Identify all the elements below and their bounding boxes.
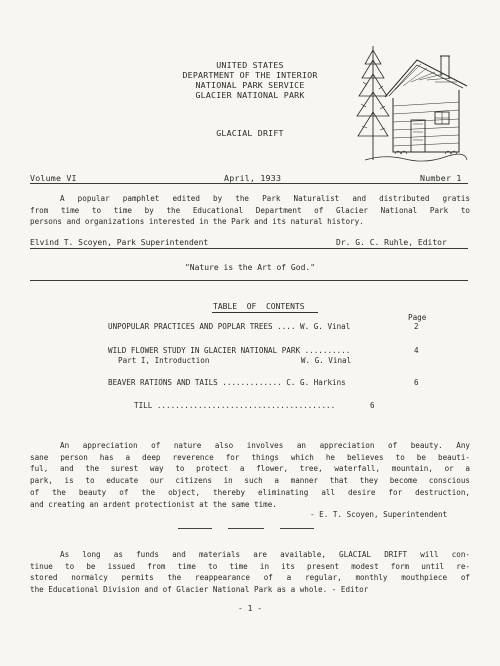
issue-number: Number 1 xyxy=(420,173,462,183)
header-rule xyxy=(30,183,468,184)
intro-line: A popular pamphlet edited by the Park Naturalist and distributed gratis xyxy=(60,194,470,203)
notice-line: stored normalcy permits the reappearance of a regular, monthly mouthpiece of xyxy=(30,573,470,583)
superintendent-credit: Elvind T. Scoyen, Park Superintendent xyxy=(30,238,209,247)
editor-credit: Dr. G. C. Ruhle, Editor xyxy=(336,238,447,247)
agency-line: UNITED STATES xyxy=(216,60,284,70)
toc-entry: UNPOPULAR PRACTICES AND POPLAR TREES .... W. G. Vinal xyxy=(108,322,351,331)
intro-line: persons and organizations interested in the Park and its natural history. xyxy=(30,217,364,227)
toc-page-number: 4 xyxy=(414,346,419,355)
article-line: An appreciation of nature also involves an appreciation of beauty. Any xyxy=(60,441,470,450)
toc-heading-underline xyxy=(212,312,318,313)
agency-line: DEPARTMENT OF THE INTERIOR xyxy=(182,70,318,80)
toc-entry: WILD FLOWER STUDY IN GLACIER NATIONAL PARK .......... xyxy=(108,346,351,355)
intro-paragraph xyxy=(30,193,470,228)
article-line: of the beauty of the object, thereby eliminating all desire for destruction, xyxy=(30,487,470,497)
toc-page-number: 6 xyxy=(414,378,419,387)
page-number: - 1 - xyxy=(237,604,263,613)
toc-page-label: Page xyxy=(408,313,427,322)
notice-line: tinue to be issued from time to time in its present modest form until re- xyxy=(30,561,470,571)
toc-entry: Part I, Introduction W. G. Vinal xyxy=(118,356,352,365)
toc-page-number: 6 xyxy=(370,401,375,410)
separator-dash xyxy=(228,528,264,529)
toc-page-number: 2 xyxy=(414,322,419,331)
agency-line: NATIONAL PARK SERVICE xyxy=(195,80,305,90)
toc-heading: TABLE OF CONTENTS xyxy=(213,302,305,311)
article-line: sane person has a deep reverence for things which he believes to be beauti- xyxy=(30,452,470,462)
separator-dash xyxy=(280,528,314,529)
agency-line: GLACIER NATIONAL PARK xyxy=(195,90,305,100)
article-line: and creating an ardent protectionist at the same time. xyxy=(30,499,277,509)
publication-title: GLACIAL DRIFT xyxy=(216,128,284,138)
volume-label: Volume VI xyxy=(30,173,77,183)
article-signature: - E. T. Scoyen, Superintendent xyxy=(310,510,448,519)
article-line: park, is to educate our citizens in such a manner that they become conscious xyxy=(30,476,470,486)
motto-rule xyxy=(30,280,468,281)
editor-notice xyxy=(30,549,470,596)
toc-entry: BEAVER RATIONS AND TAILS ............. C. G. Harkins xyxy=(108,378,346,387)
article-line: ful, and the surest way to protect a flower, tree, waterfall, mountain, or a xyxy=(30,464,470,474)
toc-entry: TILL ....................................... xyxy=(134,401,336,410)
intro-line: from time to time by the Educational Department of Glacier National Park to xyxy=(30,205,470,215)
article-paragraph xyxy=(30,440,470,510)
notice-line: the Educational Division and of Glacier National Park as a whole. - Editor xyxy=(30,585,369,595)
staff-rule xyxy=(30,248,468,249)
notice-line: As long as funds and materials are available, GLACIAL DRIFT will con- xyxy=(60,550,470,559)
motto: "Nature is the Art of God." xyxy=(184,263,316,272)
separator-dash xyxy=(178,528,212,529)
cabin-illustration xyxy=(355,42,470,167)
issue-date: April, 1933 xyxy=(224,173,282,183)
